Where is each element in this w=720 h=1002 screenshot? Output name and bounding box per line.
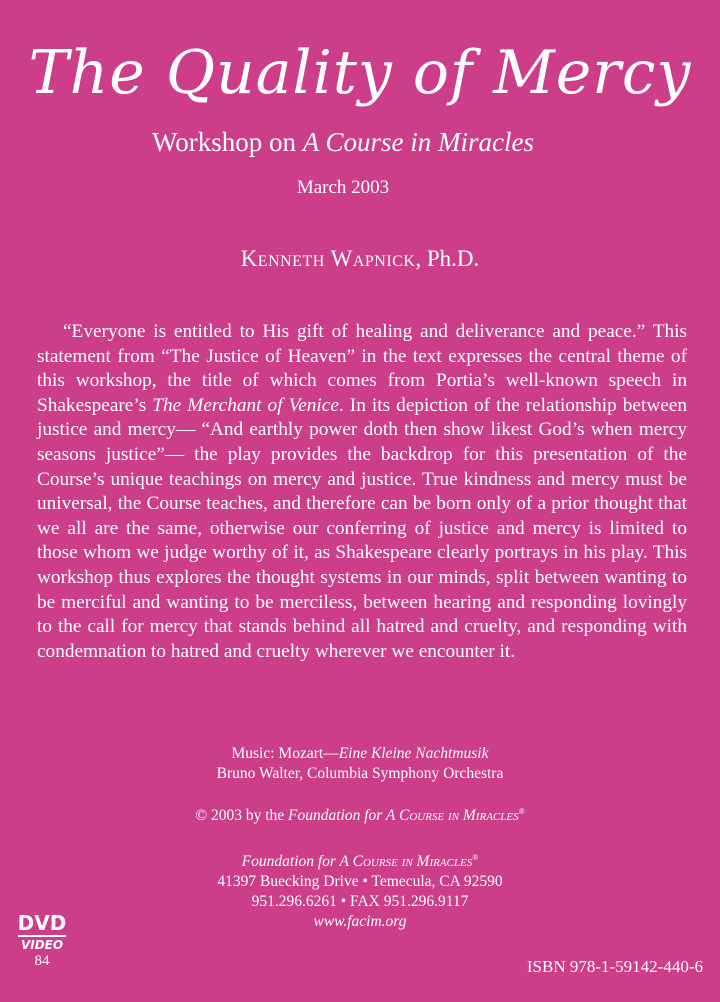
- dvd-sublabel: VIDEO: [20, 938, 64, 952]
- publisher-phone: 951.296.6261 • FAX 951.296.9117: [251, 893, 469, 910]
- description: [37, 320, 687, 664]
- copyright-prefix: © 2003 by the: [195, 807, 289, 824]
- publisher-registered-mark: ®: [472, 853, 479, 862]
- dvd-label: DVD: [17, 911, 67, 935]
- author-name: Kenneth Wapnick: [240, 246, 416, 271]
- author: [0, 244, 720, 274]
- registered-mark: ®: [518, 807, 525, 816]
- publisher-address: 41397 Buecking Drive • Temecula, CA 92590: [217, 873, 503, 890]
- music-prefix: Music: Mozart—: [231, 745, 339, 762]
- title: The Quality of Mercy: [28, 38, 692, 108]
- isbn: ISBN 978-1-59142-440-6: [526, 957, 703, 976]
- copyright-foundation: Foundation for A Course in Miracles: [288, 807, 519, 824]
- subtitle-prefix: Workshop on: [151, 127, 303, 157]
- publisher-website: www.facim.org: [313, 913, 407, 930]
- music-piece: Eine Kleine Nachtmusik: [338, 745, 489, 762]
- music-performers: Bruno Walter, Columbia Symphony Orchestra: [216, 765, 504, 782]
- credits: [0, 744, 720, 935]
- workshop-date: March 2003: [296, 177, 390, 198]
- subtitle: [0, 124, 686, 160]
- publisher-name: Foundation for A Course in Miracles®: [241, 853, 479, 870]
- copyright: [0, 802, 720, 826]
- dvd-number: 84: [34, 953, 50, 969]
- description-play-title: The Merchant of Venice: [152, 394, 339, 416]
- author-suffix: , Ph.D.: [415, 246, 480, 271]
- music-credit: [0, 744, 720, 764]
- description-part1: “Everyone is entitled to His gift of healing and deliverance and peace.” This statement from “The Justice of Heaven” in the text expresses the central theme of this workshop, the title of which comes from Portia’s well-known speech in Shakespeare’s: [37, 321, 687, 416]
- dvd-logo-rule: [18, 935, 66, 937]
- dvd-video-logo: [14, 913, 70, 969]
- description-part2: . In its depiction of the relationship between justice and mercy— “And earthly power doth then show likest God’s when mercy seasons justice”— the play provides the backdrop for this presentation of the Course’s unique teachings on mercy and justice. True kindness and mercy must be universal, the Course teaches, and therefore can be born only of a prior thought that we all are the same, otherwise our conferring of justice and mercy is limited to those whom we judge worthy of it, as Shakespeare clearly portrays in his play. This workshop thus explores the thought systems in our minds, split between wanting to be merciful and wanting to be merciless, between hearing and responding lovingly to the call for mercy that stands behind all hatred and cruelty, and responding with condemnation to hatred and cruelty wherever we encounter it.: [37, 394, 688, 662]
- subtitle-book-title: A Course in Miracles: [302, 127, 535, 157]
